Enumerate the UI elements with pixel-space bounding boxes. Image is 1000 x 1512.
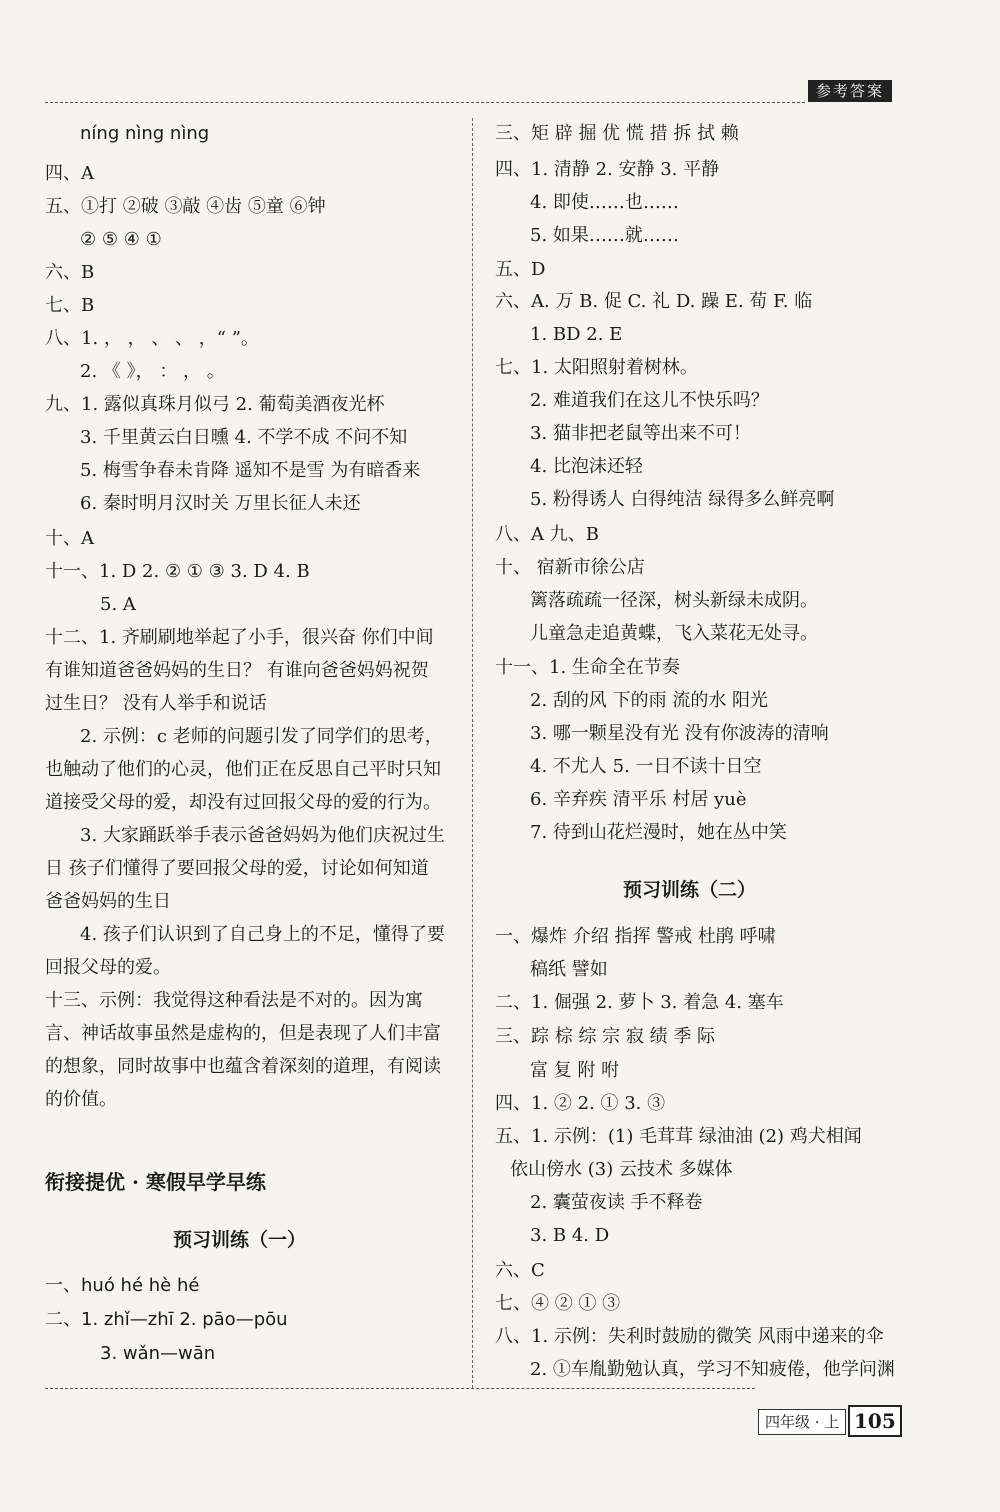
right-answer-line: 三、踪 棕 综 宗 寂 绩 季 际 [495, 1026, 716, 1047]
left-answer-line: 十一、1. D 2. ② ① ③ 3. D 4. B [45, 561, 310, 582]
left-answer-line: 回报父母的爱。 [45, 957, 171, 978]
left-answer-line: 七、B [45, 295, 95, 316]
right-answer-line: 一、爆炸 介绍 指挥 警戒 杜鹃 呼啸 [495, 926, 776, 947]
left-answer-line: 言、神话故事虽然是虚构的，但是表现了人们丰富 [45, 1023, 441, 1044]
right-answer-line: 八、A 九、B [495, 524, 599, 545]
right-answer-line: 篱落疏疏一径深，树头新绿未成阴。 [530, 590, 818, 611]
grade-label: 四年级 · 上 [758, 1409, 846, 1435]
left-answer-line: 3. wǎn—wān [100, 1343, 216, 1364]
left-answer-line: 六、B [45, 262, 95, 283]
left-answer-line: 预习训练（一） [173, 1229, 307, 1251]
right-answer-line: 三、矩 辟 掘 优 慌 措 拆 拭 赖 [495, 123, 739, 144]
left-answer-line: 衔接提优 · 寒假早学早练 [45, 1170, 266, 1194]
right-answer-line: 七、1. 太阳照射着树林。 [495, 357, 698, 378]
right-answer-line: 5. 粉得诱人 白得纯洁 绿得多么鲜亮啊 [530, 489, 835, 510]
left-answer-line: 5. A [100, 594, 136, 615]
left-answer-line: 十二、1. 齐刷刷地举起了小手，很兴奋 你们中间 [45, 627, 434, 648]
right-answer-line: 八、1. 示例：失利时鼓励的微笑 风雨中递来的伞 [495, 1326, 884, 1347]
left-answer-line: 五、①打 ②破 ③敲 ④齿 ⑤童 ⑥钟 [45, 196, 326, 217]
right-answer-line: 2. 刮的风 下的雨 流的水 阳光 [530, 690, 769, 711]
right-answer-line: 五、1. 示例：(1) 毛茸茸 绿油油 (2) 鸡犬相闻 [495, 1126, 862, 1147]
right-answer-line: 富 复 附 咐 [530, 1060, 620, 1081]
left-answer-line: 二、1. zhǐ—zhī 2. pāo—pōu [45, 1309, 288, 1330]
left-answer-line: 过生日？ 没有人举手和说话 [45, 693, 267, 714]
right-answer-line: 3. 哪一颗星没有光 没有你波涛的清响 [530, 723, 829, 744]
left-answer-line: 4. 孩子们认识到了自己身上的不足，懂得了要 [80, 924, 445, 945]
footer-rule [45, 1388, 755, 1389]
left-answer-line: 3. 大家踊跃举手表示爸爸妈妈为他们庆祝过生 [80, 825, 445, 846]
left-answer-line: 2. 示例：c 老师的问题引发了同学们的思考， [80, 726, 443, 747]
right-answer-line: 依山傍水 (3) 云技术 多媒体 [510, 1159, 733, 1180]
left-answer-line: 爸爸妈妈的生日 [45, 891, 171, 912]
right-answer-line: 4. 不尤人 5. 一日不读十日空 [530, 756, 762, 777]
left-answer-line: 四、A [45, 163, 94, 184]
column-divider [472, 118, 473, 1388]
right-answer-line: 3. 猫非把老鼠等出来不可！ [530, 423, 751, 444]
right-answer-line: 3. B 4. D [530, 1225, 610, 1246]
left-answer-line: 有谁知道爸爸妈妈的生日？ 有谁向爸爸妈妈祝贺 [45, 660, 429, 681]
left-answer-line: 八、1. ， ， 、 、 ，“ ”。 [45, 328, 259, 349]
left-answer-line: níng nìng nìng [80, 123, 210, 144]
right-answer-line: 预习训练（二） [623, 879, 757, 901]
left-answer-line: 6. 秦时明月汉时关 万里长征人未还 [80, 493, 361, 514]
answer-key-badge: 参考答案 [808, 80, 892, 102]
right-answer-line: 2. ①车胤勤勉认真，学习不知疲倦，他学问渊 [530, 1359, 895, 1380]
left-answer-line: 2. 《 》， ： ， 。 [80, 361, 225, 382]
left-answer-line: ② ⑤ ④ ① [80, 229, 162, 250]
left-answer-line: 道接受父母的爱，却没有过回报父母的爱的行为。 [45, 792, 441, 813]
left-answer-line: 日 孩子们懂得了要回报父母的爱，讨论如何知道 [45, 858, 429, 879]
right-answer-line: 五、D [495, 259, 546, 280]
left-answer-line: 的想象，同时故事中也蕴含着深刻的道理，有阅读 [45, 1056, 441, 1077]
right-answer-line: 5. 如果……就…… [530, 225, 679, 246]
left-answer-line: 的价值。 [45, 1089, 117, 1110]
left-answer-line: 九、1. 露似真珠月似弓 2. 葡萄美酒夜光杯 [45, 394, 385, 415]
right-answer-line: 2. 囊萤夜读 手不释卷 [530, 1192, 703, 1213]
left-answer-line: 也触动了他们的心灵，他们正在反思自己平时只知 [45, 759, 441, 780]
right-answer-line: 六、C [495, 1260, 545, 1281]
header-rule [45, 102, 805, 103]
right-answer-line: 2. 难道我们在这儿不快乐吗？ [530, 390, 769, 411]
right-answer-line: 稿纸 譬如 [530, 959, 608, 980]
right-answer-line: 十、 宿新市徐公店 [495, 557, 645, 578]
left-answer-line: 十三、示例：我觉得这种看法是不对的。因为寓 [45, 990, 423, 1011]
right-answer-line: 四、1. 清静 2. 安静 3. 平静 [495, 159, 720, 180]
right-answer-line: 二、1. 倔强 2. 萝卜 3. 着急 4. 塞车 [495, 992, 784, 1013]
right-answer-line: 十一、1. 生命全在节奏 [495, 657, 680, 678]
left-answer-line: 一、huó hé hè hé [45, 1275, 200, 1296]
right-answer-line: 儿童急走追黄蝶，飞入菜花无处寻。 [530, 623, 818, 644]
right-answer-line: 六、A. 万 B. 促 C. 礼 D. 躁 E. 荀 F. 临 [495, 291, 813, 312]
left-answer-line: 5. 梅雪争春未肯降 遥知不是雪 为有暗香来 [80, 460, 421, 481]
right-answer-line: 七、④ ② ① ③ [495, 1293, 621, 1314]
right-answer-line: 四、1. ② 2. ① 3. ③ [495, 1093, 666, 1114]
page-number: 105 [848, 1405, 902, 1437]
right-answer-line: 6. 辛弃疾 清平乐 村居 yuè [530, 789, 747, 810]
left-answer-line: 十、A [45, 528, 94, 549]
right-answer-line: 4. 即使……也…… [530, 192, 679, 213]
left-answer-line: 3. 千里黄云白日曛 4. 不学不成 不问不知 [80, 427, 408, 448]
right-answer-line: 4. 比泡沫还轻 [530, 456, 643, 477]
right-answer-line: 7. 待到山花烂漫时，她在丛中笑 [530, 822, 787, 843]
right-answer-line: 1. BD 2. E [530, 324, 623, 345]
